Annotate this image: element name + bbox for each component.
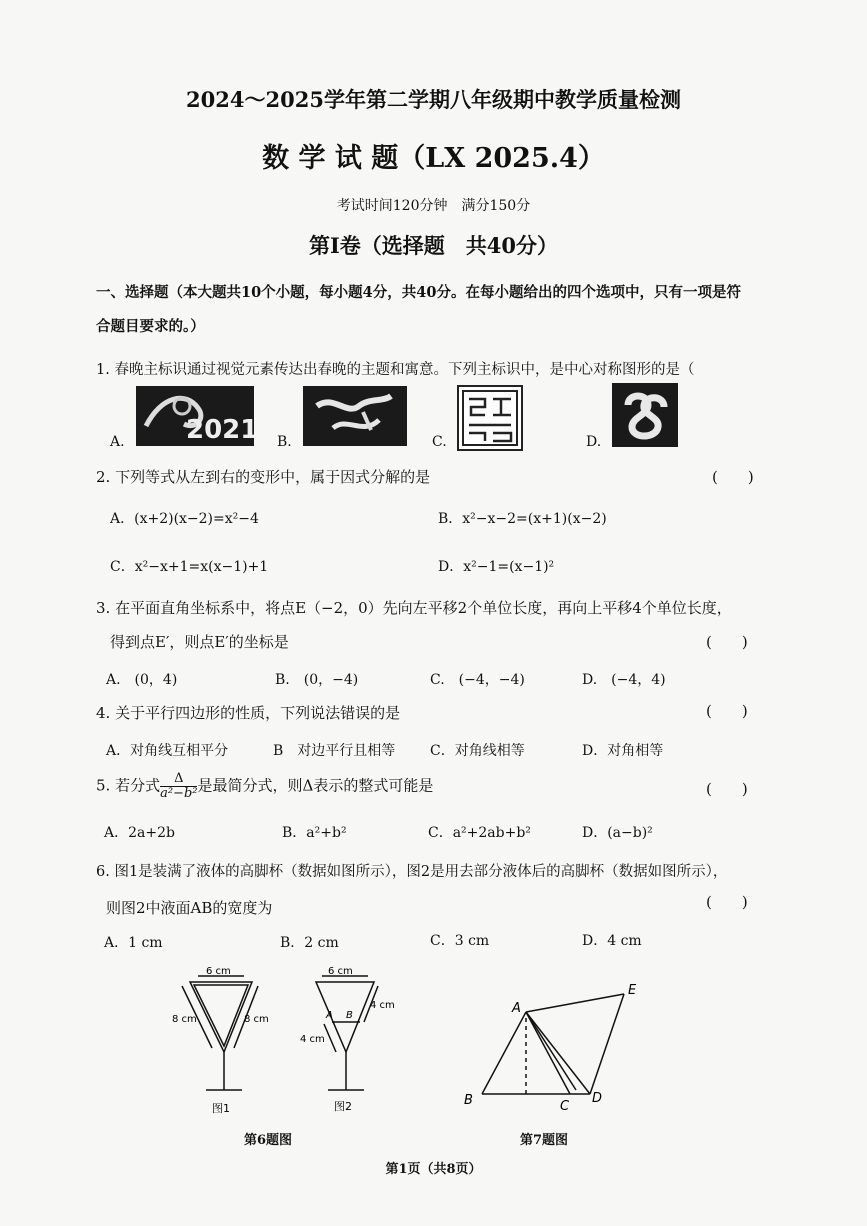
page-number: 第1页（共8页）: [385, 1162, 482, 1177]
glass2-caption: 图2: [334, 1100, 352, 1113]
glass2-label-a: A: [326, 1010, 333, 1021]
figure-6: [160, 960, 420, 1120]
q5-stem-before: 5. 若分式: [96, 776, 161, 795]
fig7-label-c: C: [560, 1099, 570, 1114]
q2-stem: 2. 下列等式从左到右的变形中，属于因式分解的是: [96, 468, 431, 486]
instructions-line1: 一、选择题（本大题共10个小题，每小题4分，共40分。在每小题给出的四个选项中，只有一项是符: [96, 284, 741, 301]
q3-option-c[interactable]: C. (−4，−4): [430, 672, 525, 688]
q5-stem: [96, 772, 433, 801]
q6-option-c[interactable]: C．3 cm: [430, 933, 490, 949]
logo-ox-icon: [303, 386, 407, 446]
glass2-left-label: 4 cm: [300, 1034, 325, 1045]
exam-title: 2024～2025学年第二学期八年级期中教学质量检测: [186, 87, 681, 112]
q5-fraction: [160, 772, 197, 801]
glass1-top-label: 6 cm: [206, 966, 231, 977]
q5-option-d[interactable]: D．(a−b)²: [582, 825, 653, 841]
figure-7-caption: 第7题图: [520, 1133, 569, 1148]
instructions-line2: 合题目要求的。）: [96, 318, 205, 335]
section-title: 第I卷（选择题 共40分）: [308, 233, 559, 258]
q2-option-a[interactable]: A．(x+2)(x−2)=x²−4: [110, 511, 259, 527]
fig7-label-b: B: [464, 1093, 473, 1108]
q5-stem-after: 是最简分式，则Δ表示的整式可能是: [197, 776, 434, 795]
q5-answer-paren[interactable]: ( ): [706, 780, 748, 798]
paper-title: 数 学 试 题（LX 2025.4）: [262, 143, 605, 174]
q6-option-a[interactable]: A．1 cm: [104, 935, 163, 951]
glass1-left-label: 8 cm: [172, 1014, 197, 1025]
q4-answer-paren[interactable]: ( ): [706, 702, 748, 720]
q5-frac-denominator: a²−b²: [160, 786, 198, 801]
glass1-caption: 图1: [212, 1102, 230, 1115]
q6-answer-paren[interactable]: ( ): [706, 893, 748, 911]
q1-option-a[interactable]: A.: [110, 434, 125, 450]
q4-stem: 4. 关于平行四边形的性质，下列说法错误的是: [96, 704, 401, 722]
glass2-top-label: 6 cm: [328, 966, 353, 977]
q4-option-c[interactable]: C．对角线相等: [430, 743, 525, 759]
q2-option-b[interactable]: B．x²−x−2=(x+1)(x−2): [438, 511, 607, 527]
q1-option-b[interactable]: B.: [277, 434, 292, 450]
glass2-label-b: B: [346, 1010, 353, 1021]
logo-knot-icon: [612, 383, 678, 447]
q4-option-a[interactable]: A．对角线互相平分: [106, 743, 229, 759]
svg-text:2021: 2021: [186, 415, 254, 445]
logo-seal-icon: [457, 385, 523, 451]
fig7-label-d: D: [592, 1091, 603, 1106]
q4-option-b[interactable]: B 对边平行且相等: [273, 743, 396, 759]
q6-option-b[interactable]: B．2 cm: [280, 935, 339, 951]
q2-answer-paren[interactable]: ( ): [712, 468, 754, 486]
fig7-label-e: E: [628, 983, 637, 998]
q3-option-b[interactable]: B. (0，−4): [275, 672, 359, 688]
q5-option-a[interactable]: A．2a+2b: [104, 825, 175, 841]
glass1-right-label: 8 cm: [244, 1014, 269, 1025]
q6-stem-line1: 6. 图1是装满了液体的高脚杯（数据如图所示），图2是用去部分液体后的高脚杯（数据如图所示），: [96, 864, 728, 880]
q3-answer-paren[interactable]: ( ): [706, 633, 748, 651]
q3-stem-line2: 得到点E′，则点E′的坐标是: [110, 633, 289, 651]
logo-2021-icon: [136, 386, 254, 446]
q5-option-c[interactable]: C．a²+2ab+b²: [428, 825, 531, 841]
q3-option-a[interactable]: A. (0，4): [106, 672, 178, 688]
q2-option-c[interactable]: C．x²−x+1=x(x−1)+1: [110, 559, 269, 575]
q5-frac-numerator: Δ: [160, 772, 197, 787]
q5-option-b[interactable]: B．a²+b²: [282, 825, 347, 841]
q6-option-d[interactable]: D．4 cm: [582, 933, 642, 949]
q1-option-d[interactable]: D.: [586, 434, 602, 450]
glass2-right-label: 4 cm: [370, 1000, 395, 1011]
figure-7: [456, 978, 656, 1118]
q2-option-d[interactable]: D．x²−1=(x−1)²: [438, 559, 555, 575]
exam-info: 考试时间120分钟 满分150分: [336, 198, 531, 214]
q1-option-c[interactable]: C.: [432, 434, 447, 450]
figure-6-caption: 第6题图: [244, 1133, 293, 1148]
q3-option-d[interactable]: D. (−4，4): [582, 672, 666, 688]
q1-stem: 1. 春晚主标识通过视觉元素传达出春晚的主题和寓意。下列主标识中，是中心对称图形的是（: [96, 362, 695, 378]
q4-option-d[interactable]: D．对角相等: [582, 743, 664, 759]
fig7-label-a: A: [512, 1001, 521, 1016]
q6-stem-line2: 则图2中液面AB的宽度为: [106, 899, 273, 917]
q3-stem-line1: 3. 在平面直角坐标系中，将点E（−2，0）先向左平移2个单位长度，再向上平移4个单位长度，: [96, 599, 732, 617]
